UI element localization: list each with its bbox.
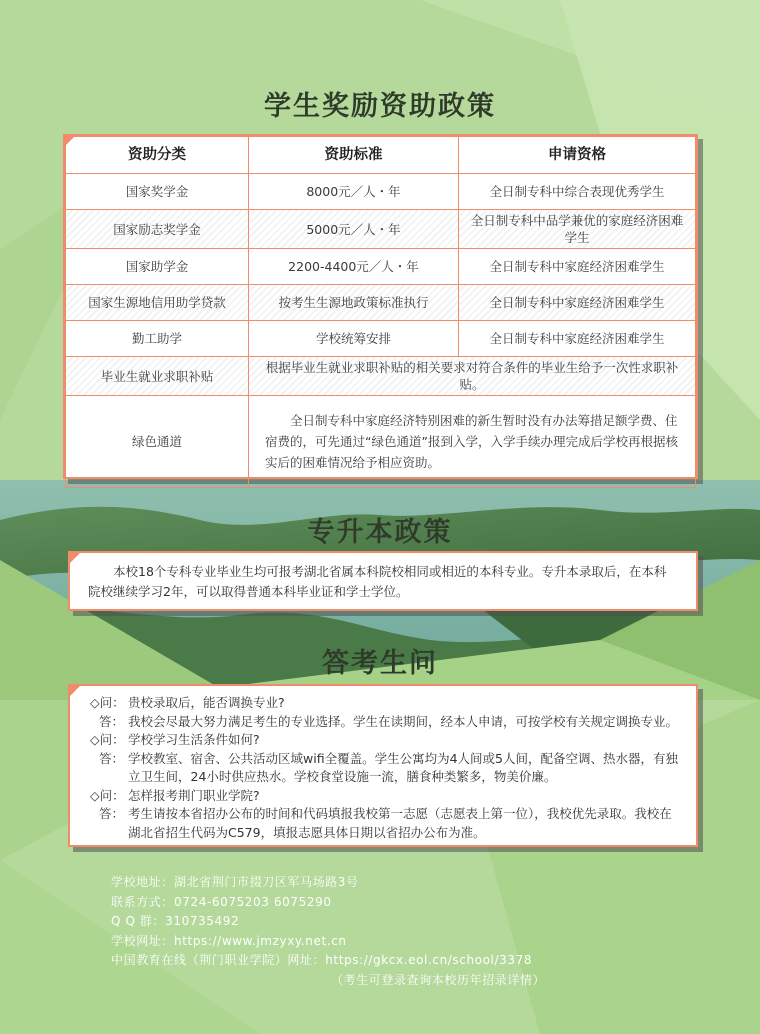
footer-note: （考生可登录查询本校历年招录详情） [331, 972, 546, 987]
qq-group: Q Q 群：310735492 [111, 914, 240, 928]
cell-merged-description: 全日制专科中家庭经济特别困难的新生暂时没有办法筹措足额学费、住宿费的，可先通过“绿色通道”报到入学，入学手续办理完成后学校再根据核实后的困难情况给予相应资助。 [249, 396, 696, 488]
question-text: 学校学习生活条件如何? [128, 732, 260, 747]
table-row [66, 210, 696, 249]
table-row [66, 396, 696, 488]
awards-table-card [63, 134, 698, 479]
cell-merged-description: 根据毕业生就业求职补贴的相关要求对符合条件的毕业生给予一次性求职补贴。 [249, 357, 696, 396]
cell-standard: 5000元／人・年 [249, 210, 459, 249]
contact-phone: 联系方式：0724-6075203 6075290 [111, 894, 332, 909]
answer-row [90, 750, 678, 787]
cell-eligibility: 全日制专科中品学兼优的家庭经济困难学生 [459, 210, 696, 249]
upgrade-policy-text: 本校18个专科专业毕业生均可报考湖北省属本科院校相同或相近的本科专业。专升本录取后，在本科院校继续学习2年，可以取得普通本科毕业证和学士学位。 [88, 564, 667, 599]
question-text: 怎样报考荆门职业学院? [128, 787, 260, 803]
header-standard: 资助标准 [249, 137, 459, 174]
qa-section-title: 答考生问 [322, 648, 438, 679]
answer-text: 学校教室、宿舍、公共活动区域wifi全覆盖。学生公寓均为4人间或5人间，配备空调、热水器，有独立卫生间，24小时供应热水。学校食堂设施一流，膳食种类繁多，物美价廉。 [128, 750, 678, 784]
cell-eligibility: 全日制专科中家庭经济困难学生 [459, 249, 696, 285]
header-category: 资助分类 [66, 137, 249, 174]
cell-category: 国家奖学金 [66, 174, 249, 210]
table-row [66, 285, 696, 321]
answer-label: 答： [98, 806, 124, 821]
cell-category: 国家助学金 [66, 249, 249, 285]
answer-label: 答： [98, 713, 124, 729]
cell-eligibility: 全日制专科中家庭经济困难学生 [459, 285, 696, 321]
cell-category: 国家励志奖学金 [66, 210, 249, 249]
answer-row [90, 805, 678, 842]
cell-standard: 按考生生源地政策标准执行 [249, 285, 459, 321]
school-address: 学校地址：湖北省荆门市掇刀区军马场路3号 [111, 875, 359, 889]
answer-text: 我校会尽最大努力满足考生的专业选择。学生在读期间，经本人申请，可按学校有关规定调换专业。 [128, 713, 679, 729]
awards-table [65, 136, 696, 488]
cell-eligibility: 全日制专科中综合表现优秀学生 [459, 174, 696, 210]
answer-text: 考生请按本省招办公布的时间和代码填报我校第一志愿（志愿表上第一位），我校优先录取。我校在湖北省招生代码为C579，填报志愿具体日期以省招办公布为准。 [128, 806, 672, 840]
awards-section-title: 学生奖励资助政策 [264, 91, 496, 122]
question-row [90, 787, 678, 806]
question-row [90, 731, 678, 750]
question-label: ◇问： [90, 695, 125, 710]
header-eligibility: 申请资格 [459, 137, 696, 174]
question-label: ◇问： [90, 732, 125, 747]
answer-row [90, 713, 678, 732]
eol-website: 中国教育在线（荆门职业学院）网址：https://gkcx.eol.cn/school/3378 [111, 953, 533, 967]
upgrade-section-title: 专升本政策 [307, 517, 453, 548]
contact-footer [111, 873, 711, 990]
cell-standard: 8000元／人・年 [249, 174, 459, 210]
cell-category: 国家生源地信用助学贷款 [66, 285, 249, 321]
table-row [66, 174, 696, 210]
school-website: 学校网址：https://www.jmzyxy.net.cn [111, 933, 347, 948]
table-row [66, 321, 696, 357]
table-row [66, 357, 696, 396]
upgrade-policy-card [68, 551, 698, 611]
cell-category: 绿色通道 [66, 396, 249, 488]
cell-standard: 学校统筹安排 [249, 321, 459, 357]
question-text: 贵校录取后，能否调换专业? [128, 695, 285, 710]
question-label: ◇问： [90, 787, 125, 803]
answer-label: 答： [98, 750, 124, 766]
cell-standard: 2200-4400元／人・年 [249, 249, 459, 285]
table-row [66, 249, 696, 285]
qa-card [68, 684, 698, 847]
question-row [90, 694, 678, 713]
table-header-row [66, 137, 696, 174]
cell-category: 勤工助学 [66, 321, 249, 357]
cell-eligibility: 全日制专科中家庭经济困难学生 [459, 321, 696, 357]
cell-category: 毕业生就业求职补贴 [66, 357, 249, 396]
